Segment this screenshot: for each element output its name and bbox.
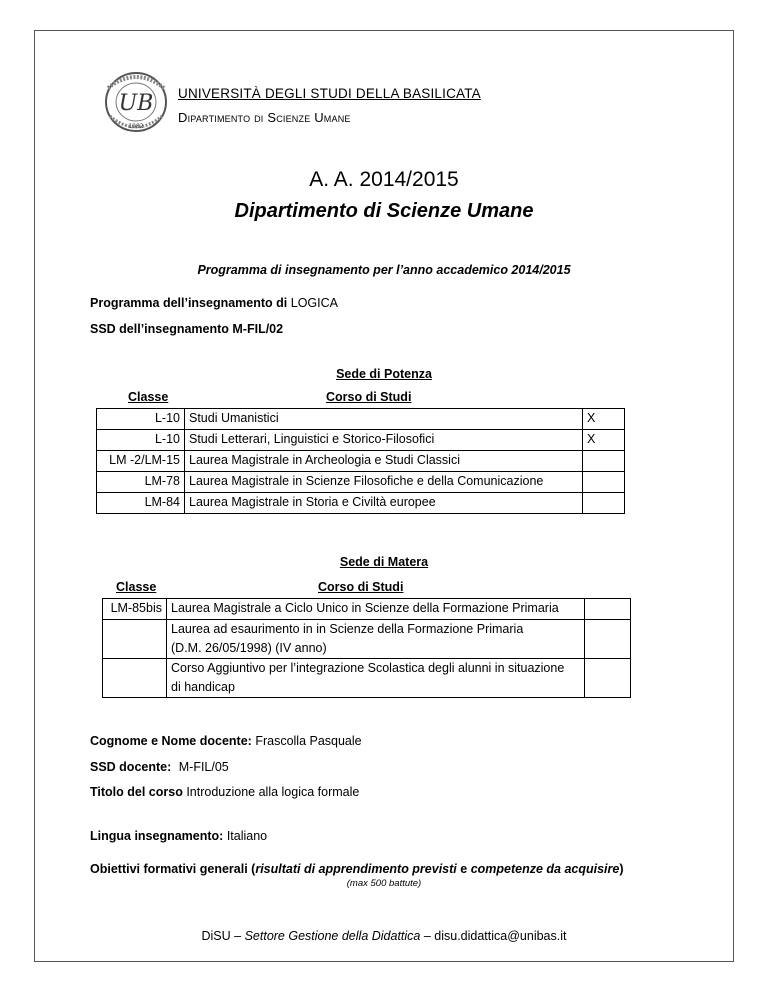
paren-close: ) (619, 862, 624, 876)
matera-row (103, 599, 631, 620)
potenza-table (96, 408, 625, 514)
matera-title: Sede di Matera (339, 555, 429, 569)
corso-cell: Laurea Magistrale in Archeologia e Studi Classici (185, 451, 583, 472)
corso-line: Laurea ad esaurimento in in Scienze della Formazione Primaria (171, 622, 524, 636)
classe-cell: LM-78 (97, 472, 185, 493)
footer-italic: Settore Gestione della Didattica (244, 929, 421, 943)
corso-line: Laurea Magistrale a Ciclo Unico in Scienze della Formazione Primaria (171, 601, 559, 615)
corso-cell: Laurea Magistrale in Scienze Filosofiche e della Comunicazione (185, 472, 583, 493)
paren-open: ( (251, 862, 256, 876)
ssd-docente-value: M-FIL/05 (178, 760, 229, 774)
department-header: Dipartimento di Scienze Umane (178, 110, 351, 125)
obiettivi-label: Obiettivi formativi generali (90, 862, 248, 876)
lingua-line (90, 829, 267, 843)
corso-line: (D.M. 26/05/1998) (IV anno) (171, 641, 327, 655)
potenza-col-classe: Classe (128, 390, 169, 404)
mark-cell (583, 493, 625, 514)
matera-table (102, 598, 631, 698)
potenza-row (97, 472, 625, 493)
footer-prefix: DiSU – (201, 929, 245, 943)
programma-line (90, 296, 338, 310)
potenza-row (97, 430, 625, 451)
matera-row (103, 659, 631, 698)
mark-cell (583, 451, 625, 472)
corso-cell: Studi Letterari, Linguistici e Storico-Filosofici (185, 430, 583, 451)
mark-cell (585, 620, 631, 659)
classe-cell: LM -2/LM-15 (97, 451, 185, 472)
academic-year-title: A. A. 2014/2015 (309, 168, 459, 191)
titolo-label: Titolo del corso (90, 785, 183, 799)
obiettivi-and: e (456, 862, 471, 876)
potenza-row (97, 493, 625, 514)
programma-value: LOGICA (290, 296, 338, 310)
lingua-label: Lingua insegnamento: (90, 829, 224, 843)
university-logo (96, 70, 176, 134)
classe-cell: L-10 (97, 409, 185, 430)
mark-cell (585, 599, 631, 620)
classe-cell: L-10 (97, 430, 185, 451)
lingua-value: Italiano (226, 829, 268, 843)
mark-cell (583, 472, 625, 493)
corso-cell: Laurea Magistrale in Storia e Civiltà europee (185, 493, 583, 514)
obiettivi-italic-1: risultati di apprendimento previsti (255, 862, 457, 876)
docente-value: Frascolla Pasquale (255, 734, 362, 748)
university-name: UNIVERSITÀ DEGLI STUDI DELLA BASILICATA (178, 86, 481, 101)
ssd-docente-label: SSD docente: (90, 760, 172, 774)
titolo-line (90, 785, 359, 799)
classe-cell: LM-84 (97, 493, 185, 514)
potenza-col-corso: Corso di Studi (326, 390, 412, 404)
programma-label: Programma dell’insegnamento di (90, 296, 288, 310)
potenza-row (97, 409, 625, 430)
programma-subtitle: Programma di insegnamento per l’anno accademico 2014/2015 (197, 263, 571, 277)
corso-line: Corso Aggiuntivo per l’integrazione Scolastica degli alunni in situazione (171, 661, 565, 675)
matera-row (103, 620, 631, 659)
obiettivi-italic-2: competenze da acquisire (470, 862, 620, 876)
potenza-row (97, 451, 625, 472)
titolo-value: Introduzione alla logica formale (186, 785, 360, 799)
corso-line: di handicap (171, 680, 235, 694)
corso-cell (167, 659, 585, 698)
corso-cell: Studi Umanistici (185, 409, 583, 430)
ssd-docente-line (90, 760, 229, 774)
matera-col-corso: Corso di Studi (318, 580, 404, 594)
footer-email: – disu.didattica@unibas.it (420, 929, 567, 943)
mark-cell: X (583, 430, 625, 451)
docente-label: Cognome e Nome docente: (90, 734, 252, 748)
matera-col-classe: Classe (116, 580, 157, 594)
obiettivi-line (90, 862, 624, 876)
department-title: Dipartimento di Scienze Umane (234, 200, 534, 222)
mark-cell (585, 659, 631, 698)
corso-cell (167, 620, 585, 659)
docente-line (90, 734, 362, 748)
mark-cell: X (583, 409, 625, 430)
ssd-insegnamento: SSD dell’insegnamento M-FIL/02 (90, 322, 284, 336)
classe-cell (103, 659, 167, 698)
svg-text:UB: UB (118, 91, 154, 116)
potenza-title: Sede di Potenza (336, 367, 432, 381)
corso-cell (167, 599, 585, 620)
svg-text:1982: 1982 (128, 123, 144, 130)
obiettivi-note: (max 500 battute) (346, 878, 422, 889)
classe-cell (103, 620, 167, 659)
classe-cell: LM-85bis (103, 599, 167, 620)
footer (0, 929, 768, 943)
